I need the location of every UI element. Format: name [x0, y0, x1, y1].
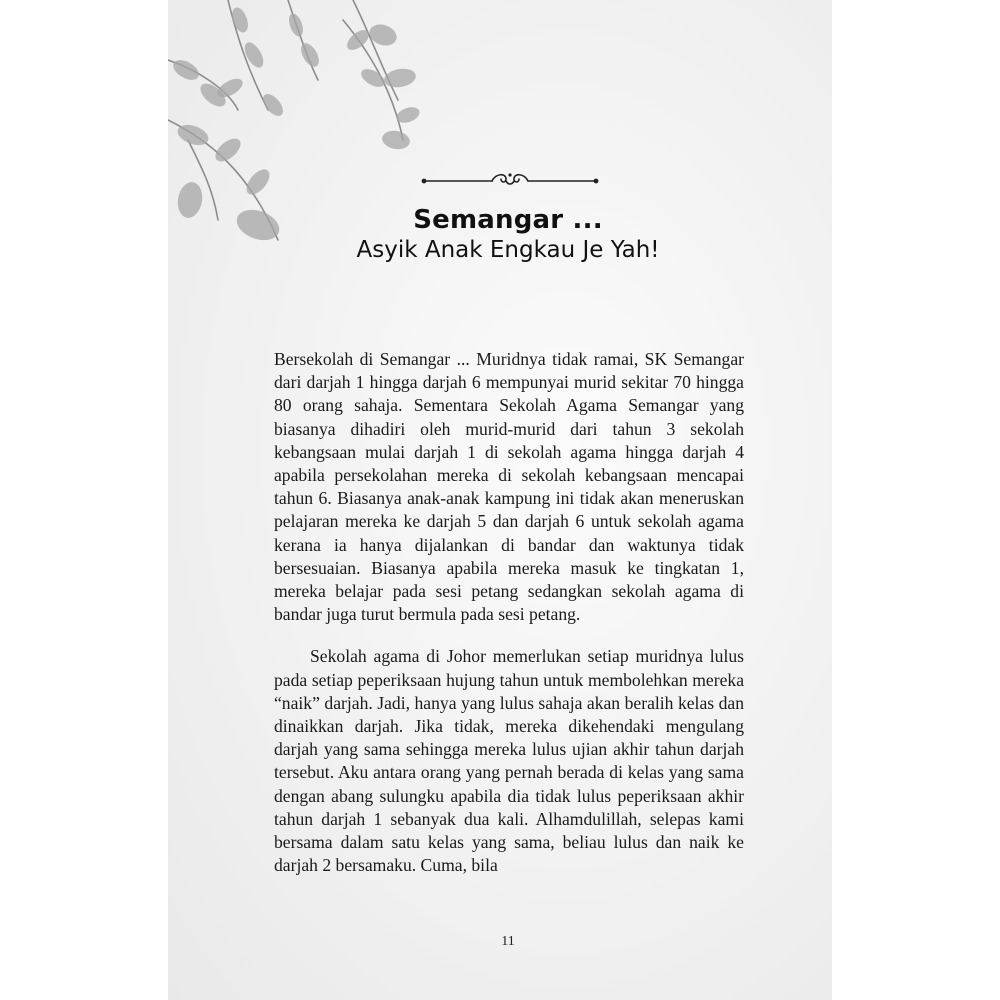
chapter-subtitle: Asyik Anak Engkau Je Yah!: [356, 237, 660, 263]
paragraph: Bersekolah di Semangar ... Muridnya tidak ramai, SK Semangar dari darjah 1 hingga darjah 6 mempunyai murid sekitar 70 hingga 80 orang sahaja. Sementara Sekolah Agama Semangar yang biasanya dihadiri oleh murid-murid dari tahun 3 sekolah kebangsaan mulai darjah 1 di sekolah agama hingga darjah 4 apabila persekolahan mereka di sekolah kebangsaan mencapai tahun 6. Biasanya anak-anak kampung ini tidak akan meneruskan pelajaran mereka ke darjah 5 dan darjah 6 untuk sekolah agama kerana ia hanya dijalankan di bandar dan waktunya tidak bersesuaian. Biasanya apabila mereka masuk ke tingkatan 1, mereka belajar pada sesi petang sedangkan sekolah agama di bandar juga turut bermula pada sesi petang.: [274, 349, 744, 625]
chapter-heading: [168, 205, 832, 263]
chapter-title: Semangar ...: [413, 205, 603, 235]
chapter-body: [274, 348, 744, 877]
page-number: 11: [501, 934, 515, 949]
flourish-divider-icon: [420, 168, 600, 192]
book-page: [168, 0, 832, 1000]
paragraph: Sekolah agama di Johor memerlukan setiap muridnya lulus pada setiap peperiksaan hujung tahun untuk membolehkan mereka “naik” darjah. Jadi, hanya yang lulus sahaja akan beralih kelas dan dinaikkan darjah. Jika tidak, mereka dikehendaki mengulang darjah yang sama sehingga mereka lulus ujian akhir tahun darjah tersebut. Aku antara orang yang pernah berada di kelas yang sama dengan abang sulungku apabila dia tidak lulus peperiksaan akhir tahun darjah 1 sebanyak dua kali. Alhamdulillah, selepas kami bersama dalam satu kelas yang sama, beliau lulus dan naik ke darjah 2 bersamaku. Cuma, bila: [274, 646, 744, 876]
